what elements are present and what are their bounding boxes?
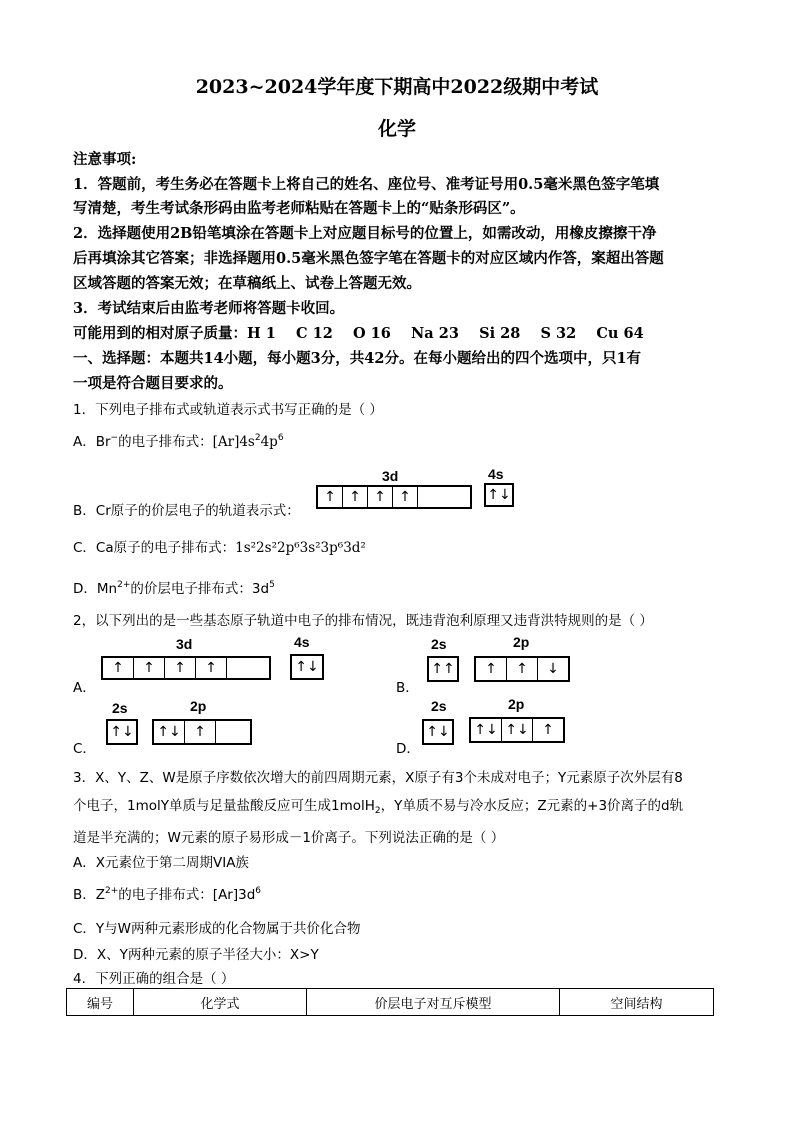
q2-c-2p-label: 2p bbox=[190, 698, 207, 714]
q2-b-2p-orbitals bbox=[474, 656, 570, 682]
q2-b-2s-label: 2s bbox=[431, 636, 447, 652]
q2-a-3d-label: 3d bbox=[176, 636, 193, 652]
orbital-box: ↑↓ bbox=[487, 487, 511, 503]
orbital-box: ↓ bbox=[547, 661, 559, 677]
q1-option-c: C．Ca原子的电子排布式：1s²2s²2p⁶3s²3p⁶3d² bbox=[73, 540, 366, 556]
q1-b-3d-orbitals bbox=[316, 485, 472, 509]
q4-table bbox=[66, 988, 714, 1016]
orbital-box: ↑ bbox=[476, 658, 507, 680]
q3-option-d: D．X、Y两种元素的原子半径大小：X>Y bbox=[73, 947, 319, 963]
q2-d-2p-orbitals bbox=[469, 717, 565, 743]
q3-stem-line1: 3．X、Y、Z、W是原子序数依次增大的前四周期元素，X原子有3个未成对电子；Y元素原子次外层有8 bbox=[73, 770, 683, 786]
orbital-box: ↑ bbox=[393, 487, 418, 507]
exam-title: 2023~2024学年度下期高中2022级期中考试 bbox=[195, 76, 599, 98]
q3-option-b: B．$Z^{2+}$的电子排布式：$[Ar]3d^6$ bbox=[73, 886, 262, 903]
q2-d-2s-orbital bbox=[422, 719, 454, 745]
q2-b-2p-label: 2p bbox=[513, 634, 530, 650]
q3-option-a: A．X元素位于第二周期VIA族 bbox=[73, 855, 249, 871]
q2-d-2p-label: 2p bbox=[508, 696, 525, 712]
orbital-box bbox=[216, 721, 250, 743]
q2-option-b-label: B． bbox=[396, 680, 419, 696]
q4-stem: 4．下列正确的组合是（ ） bbox=[73, 971, 235, 987]
orbital-box: ↑↓ bbox=[502, 719, 533, 741]
q2-c-2p-orbitals bbox=[152, 719, 252, 745]
orbital-box bbox=[418, 487, 470, 507]
notice-item-1-line2: 写清楚，考生考试条形码由监考老师粘贴在答题卡上的“贴条形码区”。 bbox=[73, 200, 525, 217]
q1-option-b: B．Cr原子的价层电子的轨道表示式： bbox=[73, 503, 300, 519]
orbital-box: ↑ bbox=[196, 658, 227, 678]
notice-item-2-line2: 后再填涂其它答案；非选择题用0.5毫米黑色签字笔在答题卡的对应区域内作答，案超出答题 bbox=[73, 250, 664, 267]
orbital-box: ↑ bbox=[165, 658, 196, 678]
notice-heading: 注意事项: bbox=[73, 151, 137, 168]
q3-option-c: C．Y与W两种元素形成的化合物属于共价化合物 bbox=[73, 921, 361, 937]
orbital-box: ↑↓ bbox=[471, 719, 502, 741]
q2-a-4s-label: 4s bbox=[294, 634, 310, 650]
q2-a-3d-orbitals bbox=[101, 656, 271, 680]
q3-stem-line2: 个电子，1molY单质与足量盐酸反应可生成1molH$_2$，Y单质不易与冷水反应；Z元素的+3价离子的d轨 bbox=[73, 798, 684, 816]
column-header: 化学式 bbox=[134, 989, 307, 1016]
q1-stem: 1．下列电子排布式或轨道表示式书写正确的是（ ） bbox=[73, 402, 383, 418]
q1-option-d: D．$Mn^{2+}$的价层电子排布式：$3d^5$ bbox=[73, 580, 275, 597]
notice-item-3-line1: 3．考试结束后由监考老师将答题卡收回。 bbox=[73, 300, 345, 317]
column-header: 价层电子对互斥模型 bbox=[307, 989, 560, 1016]
q2-a-4s-orbital bbox=[290, 654, 324, 680]
orbital-box: ↑↓ bbox=[295, 659, 319, 675]
q2-option-c-label: C． bbox=[73, 741, 96, 757]
q1-option-a: A．Br−的电子排布式：$[Ar]4s^24p^6$ bbox=[73, 433, 284, 450]
q2-b-2s-orbital bbox=[427, 656, 459, 682]
q2-c-2s-orbital bbox=[106, 719, 138, 745]
q1-b-4s-orbital bbox=[484, 483, 514, 507]
orbital-box: ↑↓ bbox=[154, 721, 185, 743]
orbital-box: ↑ bbox=[134, 658, 165, 678]
notice-item-1-line1: 1．答题前，考生务必在答题卡上将自己的姓名、座位号、准考证号用0.5毫米黑色签字笔填 bbox=[73, 176, 660, 193]
q3-stem-line3: 道是半充满的；W元素的原子易形成－1价离子。下列说法正确的是（ ） bbox=[73, 830, 505, 846]
orbital-box: ↑ bbox=[507, 658, 538, 680]
atomic-masses: 可能用到的相对原子质量：H 1 C 12 O 16 Na 23 Si 28 S 32 Cu 64 bbox=[73, 325, 644, 342]
orbital-box: ↑ bbox=[542, 722, 554, 738]
subject-title: 化学 bbox=[377, 118, 416, 140]
orbital-box: ↑ bbox=[185, 721, 216, 743]
q1-b-3d-label: 3d bbox=[382, 468, 399, 484]
table-header-row bbox=[67, 989, 714, 1016]
q2-c-2s-label: 2s bbox=[112, 700, 128, 716]
section1-heading-line1: 一、选择题：本题共14小题，每小题3分，共42分。在每小题给出的四个选项中，只1有 bbox=[73, 350, 642, 367]
q2-option-a-label: A． bbox=[73, 680, 96, 696]
q1-b-4s-label: 4s bbox=[488, 466, 504, 482]
q2-stem: 2，以下列出的是一些基态原子轨道中电子的排布情况，既违背泡利原理又违背洪特规则的是（ ） bbox=[73, 613, 653, 629]
orbital-box: ↑ bbox=[368, 487, 393, 507]
orbital-box: ↑ bbox=[103, 658, 134, 678]
orbital-box: ↑ bbox=[318, 487, 343, 507]
orbital-box: ↑↓ bbox=[110, 724, 134, 740]
orbital-box bbox=[227, 658, 269, 678]
section1-heading-line2: 一项是符合题目要求的。 bbox=[73, 375, 233, 392]
orbital-box: ↑↑ bbox=[431, 661, 455, 677]
column-header: 编号 bbox=[67, 989, 134, 1016]
orbital-box: ↑↓ bbox=[426, 724, 450, 740]
orbital-box: ↑ bbox=[343, 487, 368, 507]
q2-d-2s-label: 2s bbox=[431, 698, 447, 714]
notice-item-2-line3: 区域答题的答案无效；在草稿纸上、试卷上答题无效。 bbox=[73, 275, 421, 292]
column-header: 空间结构 bbox=[560, 989, 714, 1016]
notice-item-2-line1: 2．选择题使用2B铅笔填涂在答题卡上对应题目标号的位置上，如需改动，用橡皮擦擦干净 bbox=[73, 225, 657, 242]
q2-option-d-label: D． bbox=[396, 741, 420, 757]
